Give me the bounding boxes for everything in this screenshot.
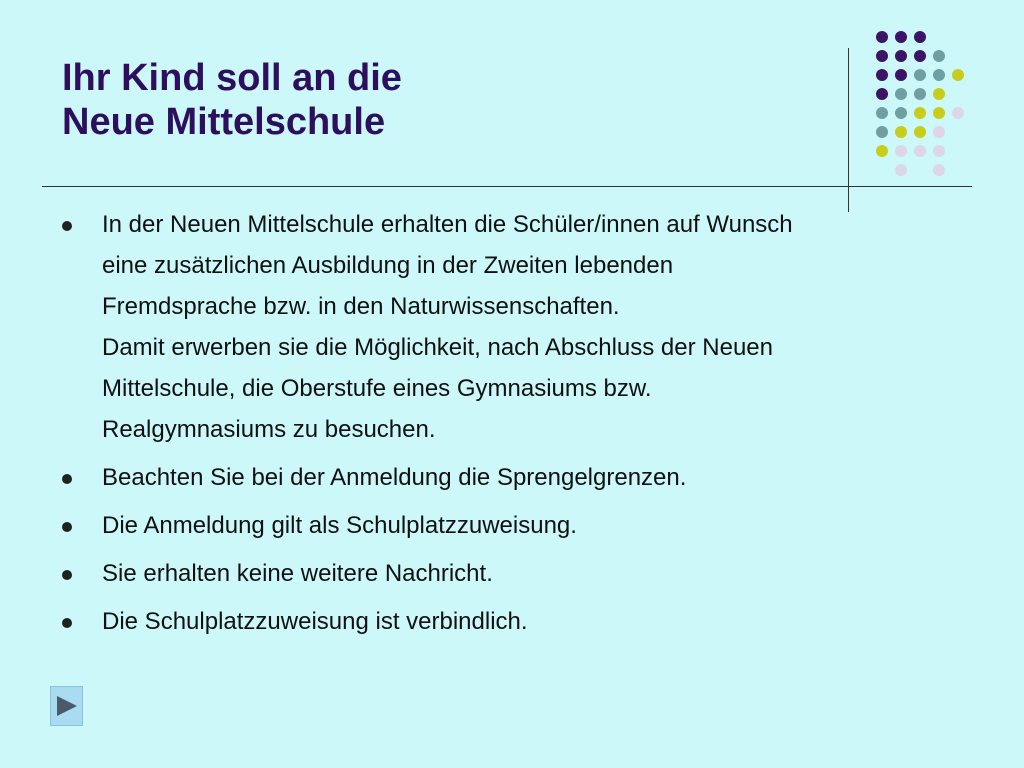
horizontal-divider (42, 186, 972, 187)
slide-title (62, 56, 402, 144)
bullet-text-line: Fremdsprache bzw. in den Naturwissenschaften. (102, 293, 620, 320)
decorative-dot (933, 88, 945, 100)
decorative-dot (914, 107, 926, 119)
decorative-dot (876, 69, 888, 81)
decorative-dot (933, 107, 945, 119)
decorative-dot (895, 107, 907, 119)
bullet-text-line: Realgymnasiums zu besuchen. (102, 416, 436, 443)
bullet-text-line: Sie erhalten keine weitere Nachricht. (102, 560, 493, 587)
vertical-divider (848, 48, 849, 212)
decorative-dot (933, 145, 945, 157)
decorative-dot (914, 69, 926, 81)
decorative-dot (914, 88, 926, 100)
decorative-dot (895, 164, 907, 176)
decorative-dot (895, 31, 907, 43)
decorative-dot (952, 69, 964, 81)
bullet-list (60, 204, 940, 649)
decorative-dot (876, 31, 888, 43)
next-slide-button[interactable] (50, 686, 83, 726)
decorative-dot (952, 107, 964, 119)
bullet-text-line: Die Anmeldung gilt als Schulplatzzuweisung. (102, 512, 577, 539)
bullet-text-line: In der Neuen Mittelschule erhalten die Schüler/innen auf Wunsch (102, 211, 793, 238)
decorative-dot (876, 145, 888, 157)
decorative-dot (933, 126, 945, 138)
decorative-dot (895, 88, 907, 100)
title-line-2: Neue Mittelschule (62, 101, 386, 143)
bullet-text-line: Damit erwerben sie die Möglichkeit, nach Abschluss der Neuen (102, 334, 774, 361)
bullet-text-line: Beachten Sie bei der Anmeldung die Sprengelgrenzen. (102, 464, 687, 491)
decorative-dot (895, 50, 907, 62)
decorative-dot (933, 164, 945, 176)
play-triangle-icon (51, 687, 82, 725)
decorative-dot (876, 50, 888, 62)
decorative-dot (895, 126, 907, 138)
decorative-dot (876, 126, 888, 138)
bullet-item (60, 457, 940, 498)
decorative-dot (914, 126, 926, 138)
decorative-dot (914, 145, 926, 157)
decorative-dot (914, 31, 926, 43)
decorative-dot (895, 69, 907, 81)
bullet-item (60, 505, 940, 546)
bullet-text-line: eine zusätzlichen Ausbildung in der Zweiten lebenden (102, 252, 674, 279)
decorative-dot (876, 107, 888, 119)
bullet-text-line: Mittelschule, die Oberstufe eines Gymnasiums bzw. (102, 375, 652, 402)
decorative-dot (876, 88, 888, 100)
bullet-item (60, 204, 940, 450)
bullet-item (60, 601, 940, 642)
decorative-dot (933, 69, 945, 81)
decorative-dot (895, 145, 907, 157)
title-line-1: Ihr Kind soll an die (62, 57, 402, 99)
bullet-text-line: Die Schulplatzzuweisung ist verbindlich. (102, 608, 528, 635)
bullet-item (60, 553, 940, 594)
decorative-dot (914, 50, 926, 62)
decorative-dot (933, 50, 945, 62)
